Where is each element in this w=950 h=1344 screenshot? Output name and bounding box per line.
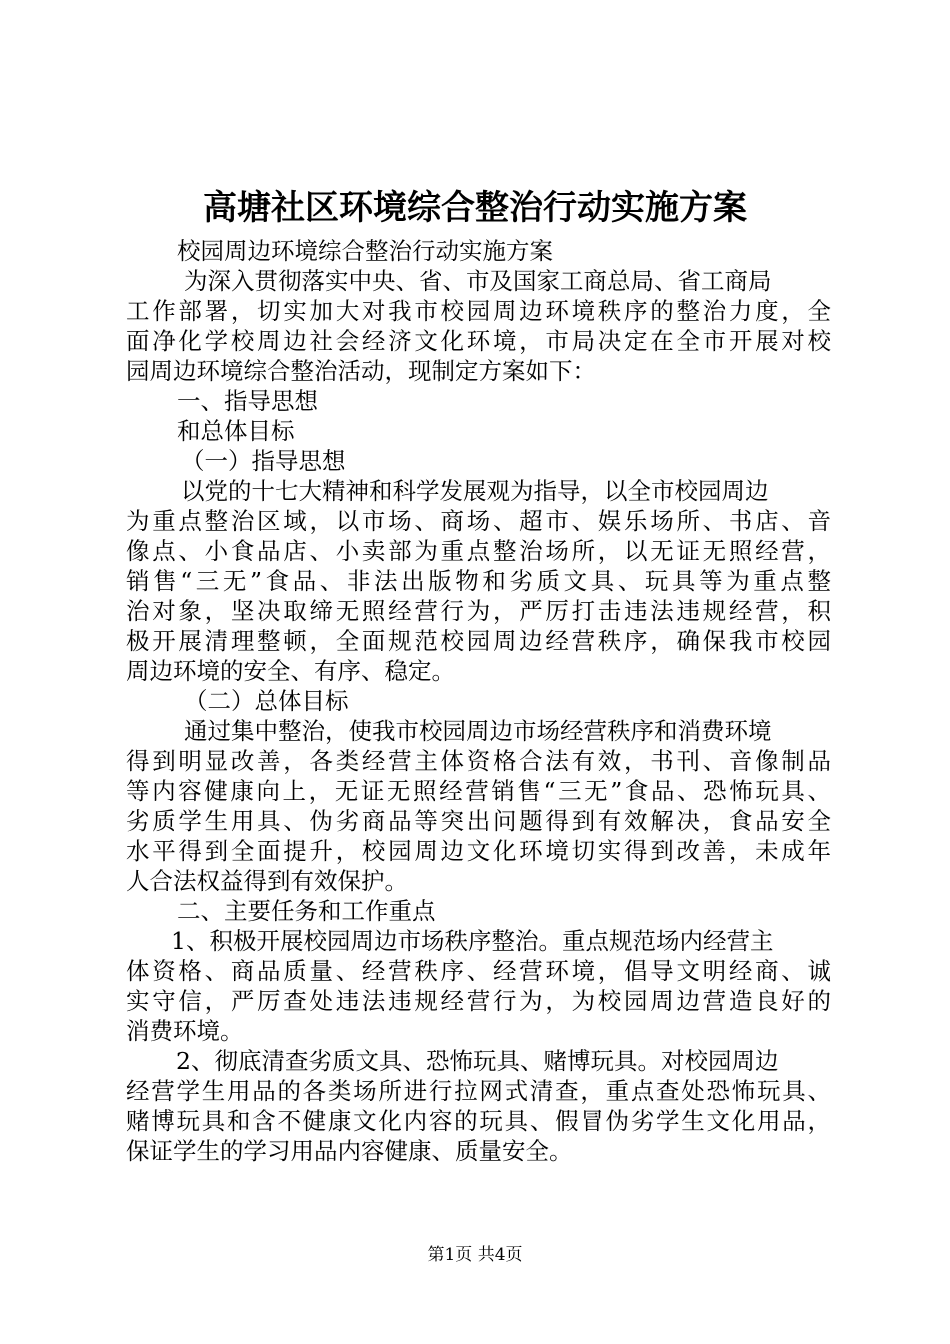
text-line: 赌博玩具和含不健康文化内容的玩具、假冒伪劣学生文化用品， (126, 1107, 831, 1135)
document-body (126, 236, 831, 1166)
text-line: 实守信，严厉查处违法违规经营行为，为校园周边营造良好的 (126, 987, 831, 1015)
page-footer: 第1页 共4页 (427, 1245, 523, 1265)
text-line: 一、指导思想 (177, 387, 318, 415)
text-line: （二）总体目标 (184, 687, 349, 715)
text-line: （一）指导思想 (181, 447, 346, 475)
text-line: 像点、小食品店、小卖部为重点整治场所，以无证无照经营， (126, 537, 831, 565)
text-line: 1、积极开展校园周边市场秩序整治。重点规范场内经营主 (171, 927, 774, 955)
text-line: 校园周边环境综合整治行动实施方案 (177, 237, 553, 265)
text-line: 消费环境。 (126, 1017, 244, 1045)
text-line: 治对象，坚决取缔无照经营行为，严厉打击违法违规经营，积 (126, 597, 831, 625)
text-line: 园周边环境综合整治活动，现制定方案如下： (126, 357, 596, 385)
text-line: 极开展清理整顿，全面规范校园周边经营秩序，确保我市校园 (126, 627, 831, 655)
text-line: 劣质学生用具、伪劣商品等突出问题得到有效解决，食品安全 (126, 807, 831, 835)
text-line: 得到明显改善，各类经营主体资格合法有效，书刊、音像制品 (126, 747, 831, 775)
text-line: 经营学生用品的各类场所进行拉网式清查，重点查处恐怖玩具、 (126, 1077, 831, 1105)
text-line: 二、主要任务和工作重点 (177, 897, 436, 925)
text-line: 以党的十七大精神和科学发展观为指导，以全市校园周边 (181, 477, 769, 505)
text-line: 水平得到全面提升，校园周边文化环境切实得到改善，未成年 (126, 837, 831, 865)
text-line: 工作部署，切实加大对我市校园周边环境秩序的整治力度，全 (126, 297, 831, 325)
text-line: 为深入贯彻落实中央、省、市及国家工商总局、省工商局 (184, 267, 772, 295)
text-line: 保证学生的学习用品内容健康、质量安全。 (126, 1137, 573, 1165)
text-line: 2、彻底清查劣质文具、恐怖玩具、赌博玩具。对校园周边 (176, 1047, 779, 1075)
document-title: 高塘社区环境综合整治行动实施方案 (203, 188, 747, 228)
text-line: 周边环境的安全、有序、稳定。 (126, 657, 455, 685)
text-line: 和总体目标 (177, 417, 295, 445)
text-line: 面净化学校周边社会经济文化环境，市局决定在全市开展对校 (126, 327, 831, 355)
text-line: 人合法权益得到有效保护。 (126, 867, 408, 895)
text-line: 为重点整治区域，以市场、商场、超市、娱乐场所、书店、音 (126, 507, 831, 535)
text-line: 销售“三无”食品、非法出版物和劣质文具、玩具等为重点整 (126, 567, 831, 595)
text-line: 体资格、商品质量、经营秩序、经营环境，倡导文明经商、诚 (126, 957, 831, 985)
text-line: 等内容健康向上，无证无照经营销售“三无”食品、恐怖玩具、 (126, 777, 831, 805)
text-line: 通过集中整治，使我市校园周边市场经营秩序和消费环境 (184, 717, 772, 745)
